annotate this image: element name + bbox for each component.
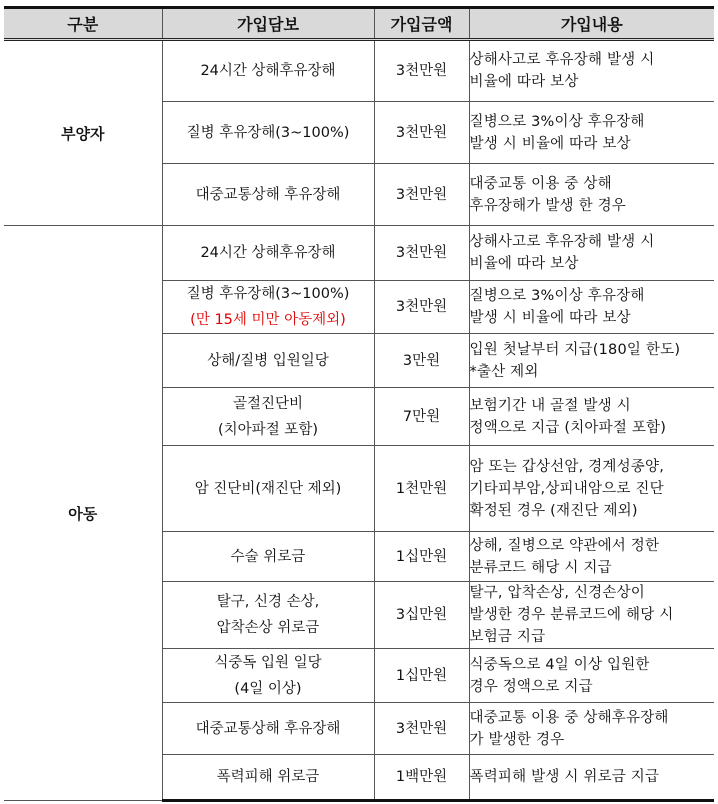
details-line: 식중독으로 4일 이상 입원한 (469, 656, 650, 673)
amount-cell: 1십만원 (374, 649, 469, 703)
coverage-line: 대중교통상해 후유장해 (195, 186, 341, 203)
coverage-line: (4일 이상) (234, 680, 302, 697)
details-cell (469, 703, 714, 755)
amount-cell: 3만원 (374, 334, 469, 388)
coverage-cell (162, 164, 374, 226)
coverage-line: 압착손상 위로금 (216, 620, 320, 636)
details-cell (469, 388, 714, 446)
amount-cell: 3천만원 (374, 40, 469, 102)
coverage-line: 암 진단비(재진단 제외) (194, 480, 342, 497)
table-row (4, 226, 714, 281)
coverage-line: 골절진단비 (232, 395, 304, 412)
details-line: 발생 시 비율에 따라 보상 (469, 135, 631, 152)
details-line: 상해사고로 후유장해 발생 시 (469, 234, 655, 250)
details-cell (469, 281, 714, 334)
coverage-cell (162, 582, 374, 649)
details-cell (469, 532, 714, 582)
details-cell (469, 334, 714, 388)
details-cell (469, 446, 714, 532)
details-line: 경우 정액으로 지급 (469, 678, 593, 695)
amount-cell: 7만원 (374, 388, 469, 446)
details-cell (469, 164, 714, 226)
details-line: 발생한 경우 분류코드에 해당 시 (469, 607, 674, 623)
details-cell (469, 755, 714, 801)
amount-cell: 3천만원 (374, 102, 469, 164)
coverage-line: 수술 위로금 (230, 548, 306, 565)
table-body (4, 40, 714, 801)
details-line: 상해사고로 후유장해 발생 시 (469, 52, 655, 68)
details-line: 보험기간 내 골절 발생 시 (469, 397, 631, 414)
details-line: 입원 첫날부터 지급(180일 한도) (469, 341, 681, 358)
details-line: 폭력피해 발생 시 위로금 지급 (469, 769, 660, 785)
coverage-cell (162, 446, 374, 532)
coverage-cell (162, 40, 374, 102)
coverage-cell (162, 334, 374, 388)
details-cell (469, 649, 714, 703)
coverage-cell (162, 226, 374, 281)
coverage-line: 대중교통상해 후유장해 (195, 720, 341, 737)
details-line: 비율에 따라 보상 (469, 256, 579, 272)
coverage-line: 질병 후유장해(3~100%) (186, 286, 350, 302)
header-details: 가입내용 (469, 8, 714, 40)
details-line: 확정된 경우 (재진단 제외) (469, 502, 638, 519)
amount-cell: 3천만원 (374, 703, 469, 755)
coverage-cell (162, 102, 374, 164)
amount-cell: 3천만원 (374, 281, 469, 334)
amount-cell: 1십만원 (374, 532, 469, 582)
coverage-line: 상해/질병 입원일당 (207, 352, 329, 369)
amount-cell: 3천만원 (374, 164, 469, 226)
details-line: 후유장해가 발생 한 경우 (469, 197, 626, 214)
coverage-line: 24시간 상해후유장해 (200, 63, 336, 79)
coverage-line: 식중독 입원 일당 (214, 654, 322, 671)
details-line: 질병으로 3%이상 후유장해 (469, 288, 645, 304)
details-cell (469, 40, 714, 102)
details-line: 대중교통 이용 중 상해후유장해 (469, 709, 669, 726)
details-line: 정액으로 지급 (치아파절 포함) (469, 419, 667, 436)
coverage-line: (치아파절 포함) (218, 421, 318, 438)
coverage-cell (162, 532, 374, 582)
amount-cell: 3십만원 (374, 582, 469, 649)
coverage-cell (162, 703, 374, 755)
details-cell (469, 102, 714, 164)
coverage-line: 24시간 상해후유장해 (200, 245, 336, 261)
coverage-line: 탈구, 신경 손상, (216, 594, 320, 610)
coverage-cell (162, 281, 374, 334)
coverage-line: 질병 후유장해(3~100%) (186, 124, 350, 141)
coverage-cell (162, 755, 374, 801)
details-line: 발생 시 비율에 따라 보상 (469, 310, 631, 326)
details-line: 비율에 따라 보상 (469, 74, 579, 90)
details-line: 보험금 지급 (469, 629, 546, 645)
details-line: 상해, 질병으로 약관에서 정한 (469, 537, 660, 554)
amount-cell: 3천만원 (374, 226, 469, 281)
details-line: 암 또는 갑상선암, 경계성종양, (469, 458, 665, 475)
table-header-row (4, 8, 714, 40)
details-line: 기타피부암,상피내암으로 진단 (469, 480, 664, 497)
coverage-note: (만 15세 미만 아동제외) (190, 312, 346, 328)
header-amount: 가입금액 (374, 8, 469, 40)
details-line: 가 발생한 경우 (469, 731, 565, 748)
details-line: 대중교통 이용 중 상해 (469, 175, 612, 192)
details-line: 질병으로 3%이상 후유장해 (469, 113, 645, 130)
category-cell: 아동 (4, 226, 162, 801)
header-coverage: 가입담보 (162, 8, 374, 40)
header-category: 구분 (4, 8, 162, 40)
amount-cell: 1천만원 (374, 446, 469, 532)
details-cell (469, 226, 714, 281)
details-cell (469, 582, 714, 649)
coverage-line: 폭력피해 위로금 (216, 769, 320, 785)
coverage-cell (162, 649, 374, 703)
details-line: 분류코드 해당 시 지급 (469, 559, 612, 576)
category-cell: 부양자 (4, 40, 162, 226)
amount-cell: 1백만원 (374, 755, 469, 801)
details-line: *출산 제외 (469, 363, 539, 380)
details-line: 탈구, 압착손상, 신경손상이 (469, 585, 646, 601)
table-row (4, 40, 714, 102)
insurance-coverage-table (4, 6, 714, 802)
coverage-cell (162, 388, 374, 446)
